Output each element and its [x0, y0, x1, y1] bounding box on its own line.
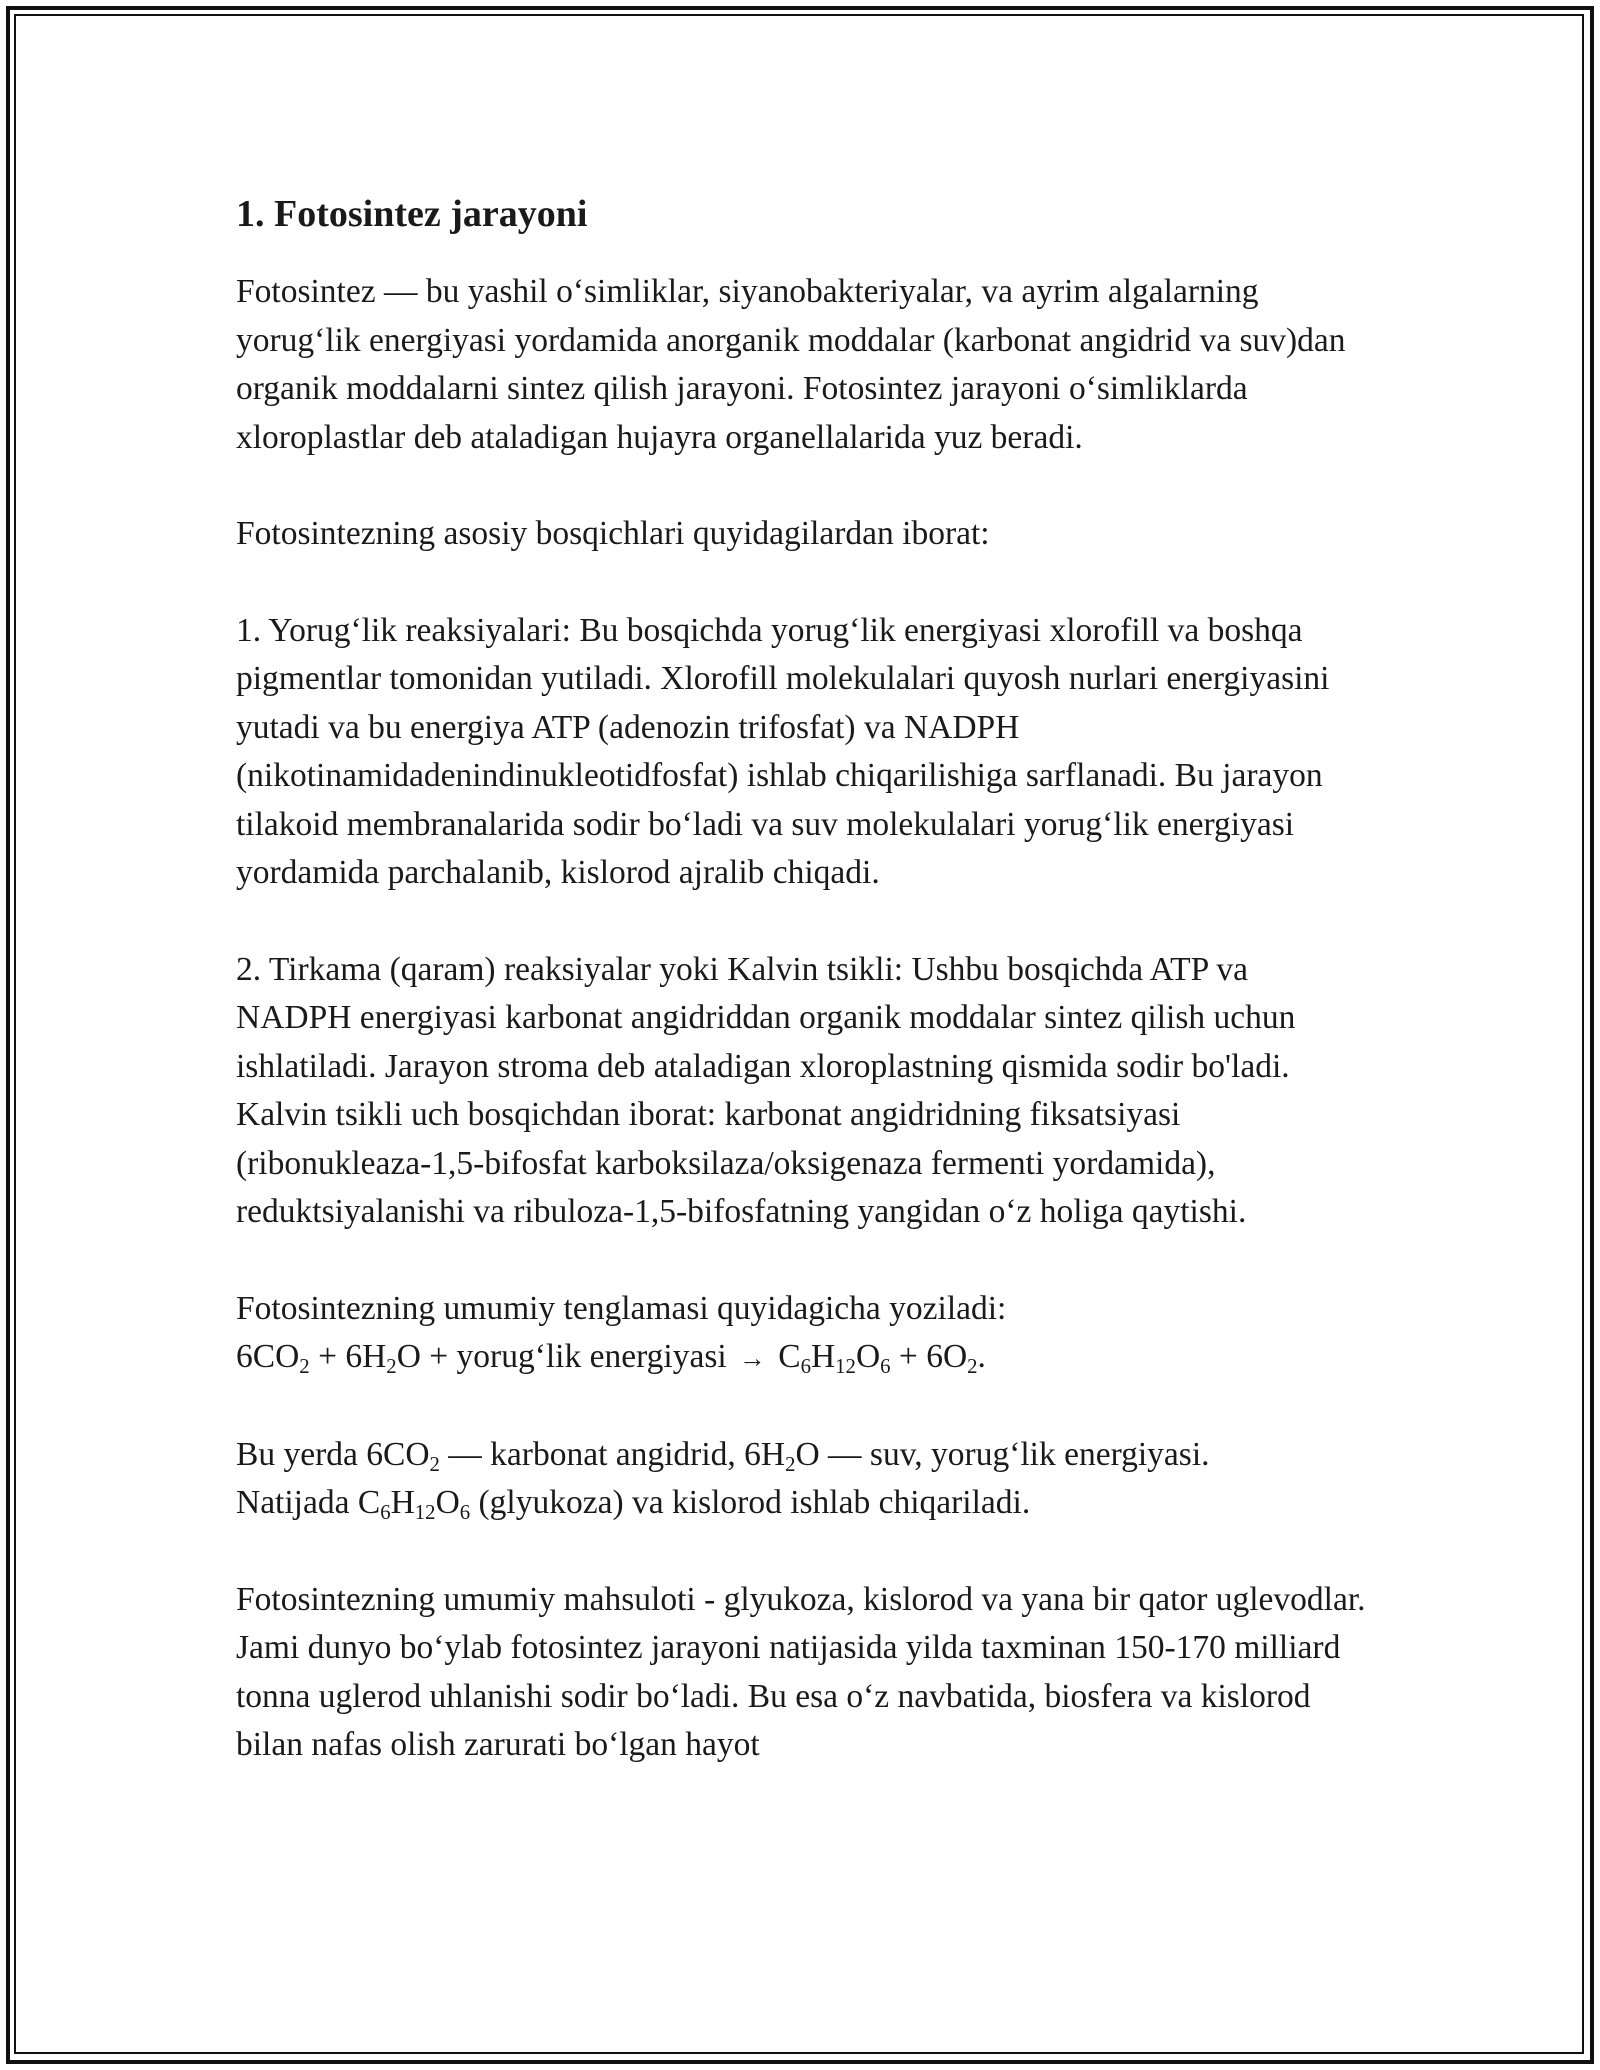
stage2-paragraph: 2. Tirkama (qaram) reaksiyalar yoki Kalvin tsikli: Ushbu bosqichda ATP va NADPH energiyasi karbonat angidriddan organik moddalar sintez qilish uchun ishlatiladi. Jarayon stroma deb ataladigan xloroplastning qismida sodir bo'ladi. Kalvin tsikli uch bosqichdan iborat: karbonat angidridning fiksatsiyasi (ribonukleaza-1,5-bifosfat karboksilaza/oksigenaza fermenti yordamida), reduktsiyalanishi va ribuloza-1,5-bifosfatning yangidan o‘z holiga qaytishi. [236, 950, 1296, 1230]
document-body [236, 188, 1366, 1770]
stage1-paragraph: 1. Yorug‘lik reaksiyalari: Bu bosqichda yorug‘lik energiyasi xlorofill va boshqa pigmentlar tomonidan yutiladi. Xlorofill molekulalari quyosh nurlari energiyasini yutadi va bu energiya ATP (adenozin trifosfat) va NADPH (nikotinamidadenindinukleotidfosfat) ishlab chiqarilishiga sarflanadi. Bu jarayon tilakoid membranalarida sodir bo‘ladi va suv molekulalari yorug‘lik energiyasi yordamida parchalanib, kislorod ajralib chiqadi. [236, 611, 1330, 891]
equation-explanation-paragraph: Bu yerda $6CO_2$ — karbonat angidrid, $6H_2O$ — suv, yorug‘lik energiyasi. Natijada $C_6H_{12}O_6$ (glyukoza) va kislorod ishlab chiqariladi. [236, 1435, 1210, 1524]
arrow-icon: → [739, 1343, 766, 1373]
products-paragraph: Fotosintezning umumiy mahsuloti - glyukoza, kislorod va yana bir qator uglevodlar. Jami dunyo bo‘ylab fotosintez jarayoni natijasida yilda taxminan 150-170 milliard tonna uglerod uhlanishi sodir bo‘ladi. Bu esa o‘z navbatida, biosfera va kislorod bilan nafas olish zarurati bo‘lgan hayot [236, 1580, 1366, 1763]
equation-intro-paragraph: Fotosintezning umumiy tenglamasi quyidagicha yoziladi: [236, 1289, 1007, 1327]
photosynthesis-equation: $6CO_2 + 6H_2O$ + yorug‘lik energiyasi → $C_6H_{12}O_6 + 6O_2$. [236, 1338, 986, 1378]
stages-intro-paragraph: Fotosintezning asosiy bosqichlari quyidagilardan iborat: [236, 515, 990, 552]
intro-paragraph: Fotosintez — bu yashil o‘simliklar, siyanobakteriyalar, va ayrim algalarning yorug‘lik energiyasi yordamida anorganik moddalar (karbonat angidrid va suv)dan organik moddalarni sintez qilish jarayoni. Fotosintez jarayoni o‘simliklarda xloroplastlar deb ataladigan hujayra organellalarida yuz beradi. [236, 273, 1346, 456]
section-heading: 1. Fotosintez jarayoni [236, 193, 588, 235]
